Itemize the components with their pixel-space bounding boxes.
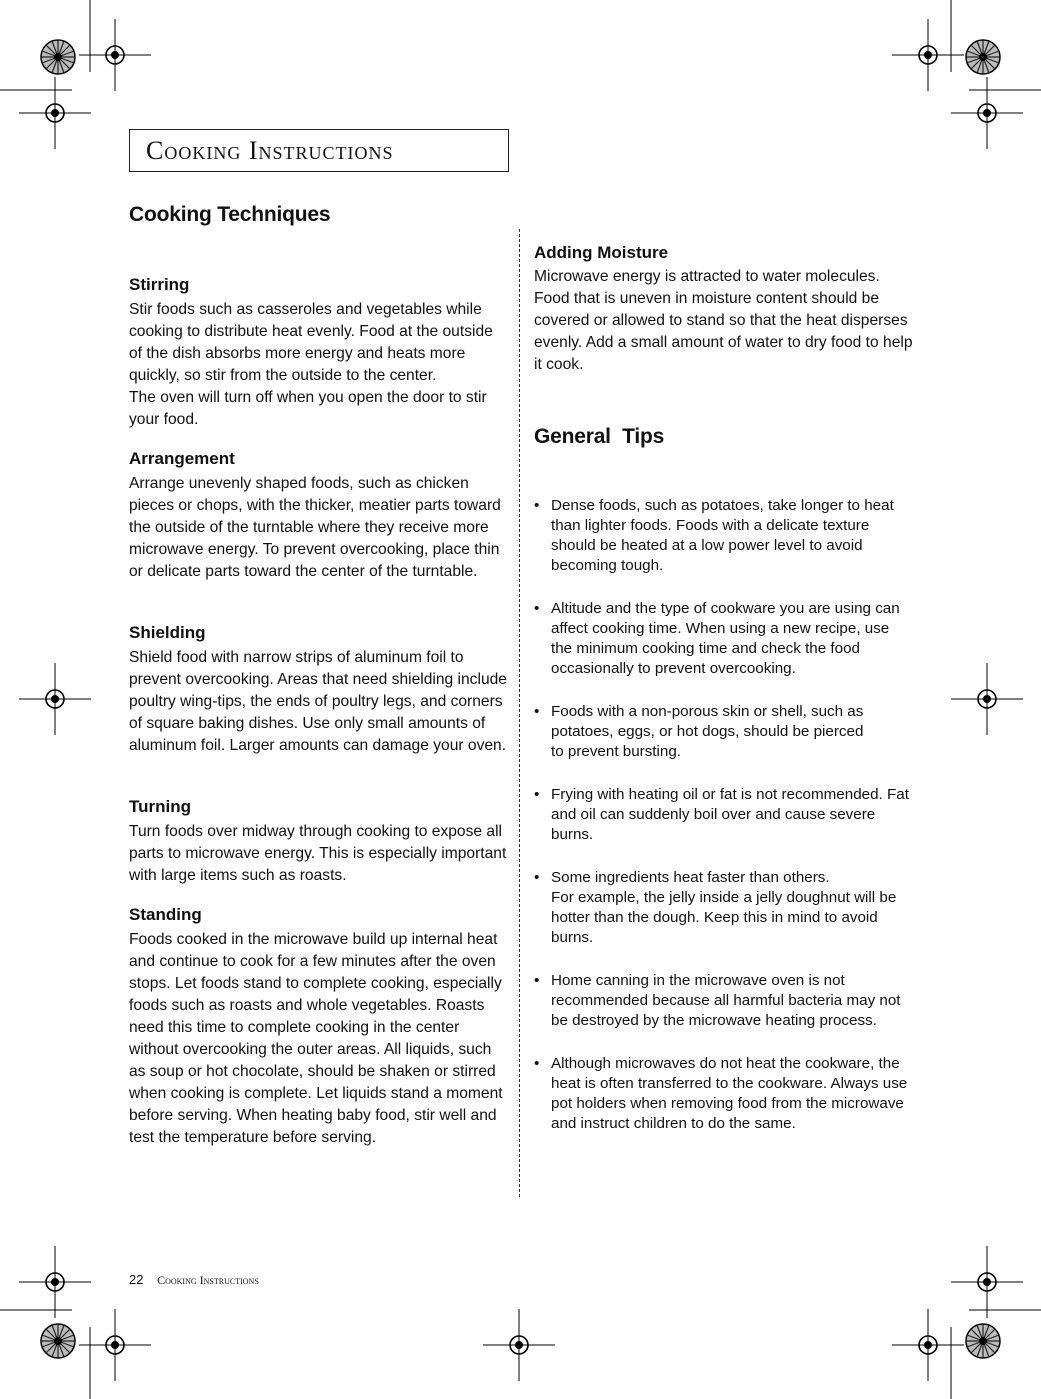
tip-text: Home canning in the microwave oven is not recommended because all harmful bacteria may not be destroyed by the microwave heating process.	[551, 972, 901, 1029]
bullet-icon: •	[534, 497, 540, 514]
standing-text: Foods cooked in the microwave build up internal heat and continue to cook for a few minutes after the oven stops. Let foods stand to complete cooking, especially foods such as roasts and whole vegetables. Roasts need this time to complete cooking in the center without overcooking the outer areas. All liquids, such as soup or hot chocolate, should be shaken or stirred when cooking is complete. Let liquids stand a moment before serving. When heating baby food, stir well and test the temperature before serving.	[129, 931, 503, 1146]
bullet-icon: •	[534, 869, 540, 886]
general-tips-heading: General Tips	[534, 425, 665, 448]
tip-text: Dense foods, such as potatoes, take longer to heat than lighter foods. Foods with a delicate texture should be heated at a low power level to avoid becoming tough.	[551, 497, 894, 574]
tip-item	[534, 702, 914, 762]
footer-section-name: Cooking Instructions	[157, 1273, 259, 1287]
page-footer	[129, 1272, 259, 1288]
adding-moisture-title: Adding Moisture	[534, 243, 669, 262]
bullet-icon: •	[534, 972, 540, 989]
cooking-techniques-heading: Cooking Techniques	[129, 203, 331, 226]
turning-text: Turn foods over midway through cooking to expose all parts to microwave energy. This is especially important with large items such as roasts.	[129, 823, 507, 884]
arrangement-text: Arrange unevenly shaped foods, such as chicken pieces or chops, with the thicker, meatier parts toward the outside of the turntable where they receive more microwave energy. To prevent overcooking, place thin or delicate parts toward the center of the turntable.	[129, 475, 501, 580]
arrangement-title: Arrangement	[129, 449, 235, 468]
adding-moisture-text: Microwave energy is attracted to water molecules. Food that is uneven in moisture content should be covered or allowed to stand so that the heat disperses evenly. Add a small amount of water to dry food to help it cook.	[534, 268, 913, 373]
bullet-icon: •	[534, 600, 540, 617]
section-title-box	[129, 129, 509, 172]
tip-text: Frying with heating oil or fat is not recommended. Fat and oil can suddenly boil over and cause severe burns.	[551, 786, 909, 843]
tip-item	[534, 868, 914, 948]
shielding-text: Shield food with narrow strips of aluminum foil to prevent overcooking. Areas that need shielding include poultry wing-tips, the ends of poultry legs, and corners of square baking dishes. Use only small amounts of aluminum foil. Larger amounts can damage your oven.	[129, 649, 507, 754]
section-title: Cooking Instructions	[146, 136, 394, 165]
bullet-icon: •	[534, 1055, 540, 1072]
turning-title: Turning	[129, 797, 191, 816]
tip-item	[534, 971, 914, 1031]
tip-text: Altitude and the type of cookware you are using can affect cooking time. When using a new recipe, use the minimum cooking time and check the food occasionally to prevent overcooking.	[551, 600, 900, 677]
tip-text: Although microwaves do not heat the cookware, the heat is often transferred to the cookware. Always use pot holders when removing food from the microwave and instruct children to do the same.	[551, 1055, 908, 1132]
tip-text: Some ingredients heat faster than others. For example, the jelly inside a jelly doughnut will be hotter than the dough. Keep this in mind to avoid burns.	[551, 869, 897, 946]
tip-item	[534, 496, 914, 576]
stirring-title: Stirring	[129, 275, 190, 294]
tip-item	[534, 785, 914, 845]
standing-title: Standing	[129, 905, 202, 924]
tip-item	[534, 599, 914, 679]
tip-text: Foods with a non-porous skin or shell, such as potatoes, eggs, or hot dogs, should be pierced to prevent bursting.	[551, 703, 864, 760]
tip-item	[534, 1054, 914, 1134]
general-tips-list	[534, 496, 914, 1157]
page-number: 22	[129, 1272, 144, 1287]
stirring-text: Stir foods such as casseroles and vegetables while cooking to distribute heat evenly. Food at the outside of the dish absorbs more energy and heats more quickly, so stir from the outside to the center. The oven will turn off when you open the door to stir your food.	[129, 301, 493, 428]
column-divider	[519, 229, 520, 1197]
bullet-icon: •	[534, 786, 540, 803]
bullet-icon: •	[534, 703, 540, 720]
shielding-title: Shielding	[129, 623, 206, 642]
